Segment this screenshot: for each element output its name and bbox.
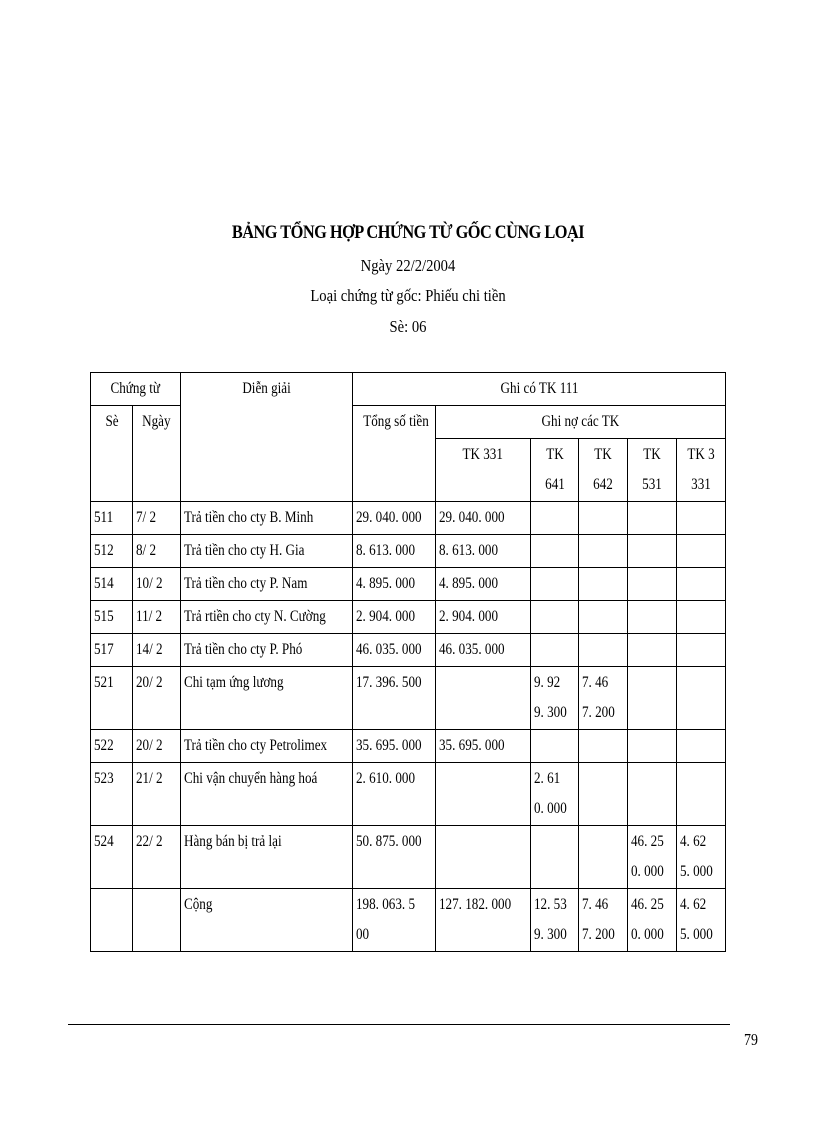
cell-so: 523: [91, 763, 133, 826]
cell-tk531: 46. 250. 000: [628, 826, 677, 889]
summary-table: [90, 372, 726, 952]
cell-tk642: [579, 535, 628, 568]
cell-dien-giai: Trả tiền cho cty B. Minh: [181, 502, 353, 535]
cell-tk531: [628, 535, 677, 568]
cell-dien-giai: Trả tiền cho cty P. Nam: [181, 568, 353, 601]
cell-tk331: 4. 895. 000: [436, 568, 531, 601]
cell-tk531: [628, 763, 677, 826]
cell-ngay: 8/ 2: [133, 535, 181, 568]
table-row: [91, 634, 726, 667]
cell-tong: 35. 695. 000: [353, 730, 436, 763]
cell-tk642: [579, 826, 628, 889]
cell-tk641: [531, 568, 579, 601]
cell-so: 521: [91, 667, 133, 730]
cell-so: [91, 889, 133, 952]
cell-tk331: [436, 763, 531, 826]
cell-tk642: [579, 502, 628, 535]
date-line: Ngày 22/2/2004: [360, 256, 456, 275]
cell-tk3331: [677, 601, 726, 634]
total-tk531: 46. 250. 000: [628, 889, 677, 952]
cell-tk642: [579, 763, 628, 826]
cell-tk531: [628, 568, 677, 601]
cell-ngay: 21/ 2: [133, 763, 181, 826]
cell-tk331: 46. 035. 000: [436, 634, 531, 667]
cell-ngay: 10/ 2: [133, 568, 181, 601]
header-so: Sè: [91, 406, 133, 502]
cell-tong: 46. 035. 000: [353, 634, 436, 667]
cell-tk642: [579, 601, 628, 634]
cell-tk641: 2. 610. 000: [531, 763, 579, 826]
cell-ngay: 20/ 2: [133, 667, 181, 730]
cell-so: 511: [91, 502, 133, 535]
header-chung-tu: Chứng từ: [91, 373, 181, 406]
table-row: [91, 730, 726, 763]
cell-ngay: 11/ 2: [133, 601, 181, 634]
header-tk331: TK 331: [436, 439, 531, 502]
header-dien-giai: Diễn giải: [181, 373, 353, 502]
total-tk642: 7. 467. 200: [579, 889, 628, 952]
cell-ngay: 22/ 2: [133, 826, 181, 889]
cell-dien-giai: Chi tạm ứng lương: [181, 667, 353, 730]
cell-tong: 2. 610. 000: [353, 763, 436, 826]
total-tk3331: 4. 625. 000: [677, 889, 726, 952]
cell-tk641: [531, 826, 579, 889]
cell-tk641: [531, 601, 579, 634]
cell-tk642: [579, 730, 628, 763]
document-number-line: Sè: 06: [389, 317, 427, 336]
cell-ngay: 14/ 2: [133, 634, 181, 667]
cell-so: 512: [91, 535, 133, 568]
cell-tk331: [436, 667, 531, 730]
header-tk641: TK 641: [531, 439, 579, 502]
cell-tk641: 9. 929. 300: [531, 667, 579, 730]
cell-tk641: [531, 634, 579, 667]
page-number: 79: [744, 1030, 758, 1049]
cell-ngay: 20/ 2: [133, 730, 181, 763]
cell-tk531: [628, 502, 677, 535]
cell-so: 522: [91, 730, 133, 763]
cell-tk642: [579, 568, 628, 601]
total-label: Cộng: [181, 889, 353, 952]
cell-tk331: [436, 826, 531, 889]
cell-tk641: [531, 502, 579, 535]
header-ngay: Ngày: [133, 406, 181, 502]
table-row: [91, 535, 726, 568]
cell-tk531: [628, 634, 677, 667]
cell-tong: 4. 895. 000: [353, 568, 436, 601]
cell-tk3331: 4. 625. 000: [677, 826, 726, 889]
cell-tk3331: [677, 535, 726, 568]
table-row: [91, 502, 726, 535]
cell-tk331: 35. 695. 000: [436, 730, 531, 763]
total-tong: 198. 063. 500: [353, 889, 436, 952]
total-row: [91, 889, 726, 952]
cell-tk3331: [677, 568, 726, 601]
cell-ngay: 7/ 2: [133, 502, 181, 535]
cell-tk642: [579, 634, 628, 667]
cell-dien-giai: Chi vận chuyển hàng hoá: [181, 763, 353, 826]
table-row: [91, 763, 726, 826]
header-tk642: TK 642: [579, 439, 628, 502]
table-row: [91, 826, 726, 889]
cell-tk531: [628, 730, 677, 763]
cell-tong: 17. 396. 500: [353, 667, 436, 730]
cell-so: 514: [91, 568, 133, 601]
cell-dien-giai: Trả tiền cho cty Petrolimex: [181, 730, 353, 763]
header-tk531: TK 531: [628, 439, 677, 502]
total-tk331: 127. 182. 000: [436, 889, 531, 952]
cell-tong: 29. 040. 000: [353, 502, 436, 535]
cell-tk531: [628, 601, 677, 634]
header-tk3331: TK 3331: [677, 439, 726, 502]
header-ghi-co: Ghi có TK 111: [353, 373, 726, 406]
document-type-line: Loại chứng từ gốc: Phiếu chi tiền: [310, 286, 506, 305]
cell-tk331: 29. 040. 000: [436, 502, 531, 535]
document-title: BẢNG TỔNG HỢP CHỨNG TỪ GỐC CÙNG LOẠI: [231, 222, 585, 243]
cell-tk641: [531, 535, 579, 568]
cell-tk3331: [677, 667, 726, 730]
header-ghi-no: Ghi nợ các TK: [436, 406, 726, 439]
cell-tk3331: [677, 634, 726, 667]
table-row: [91, 568, 726, 601]
cell-tong: 2. 904. 000: [353, 601, 436, 634]
cell-tk331: 8. 613. 000: [436, 535, 531, 568]
cell-so: 517: [91, 634, 133, 667]
cell-tk331: 2. 904. 000: [436, 601, 531, 634]
cell-dien-giai: Hàng bán bị trả lại: [181, 826, 353, 889]
header-tong-so-tien: Tổng số tiền: [353, 406, 436, 502]
cell-tk3331: [677, 502, 726, 535]
cell-dien-giai: Trả tiền cho cty P. Phó: [181, 634, 353, 667]
cell-tk642: 7. 467. 200: [579, 667, 628, 730]
cell-ngay: [133, 889, 181, 952]
cell-dien-giai: Trả rtiền cho cty N. Cường: [181, 601, 353, 634]
cell-tong: 50. 875. 000: [353, 826, 436, 889]
table-row: [91, 667, 726, 730]
cell-tong: 8. 613. 000: [353, 535, 436, 568]
cell-so: 524: [91, 826, 133, 889]
cell-tk3331: [677, 730, 726, 763]
cell-tk3331: [677, 763, 726, 826]
cell-so: 515: [91, 601, 133, 634]
footer-rule: [68, 1024, 730, 1025]
cell-dien-giai: Trả tiền cho cty H. Gia: [181, 535, 353, 568]
table-row: [91, 601, 726, 634]
cell-tk641: [531, 730, 579, 763]
cell-tk531: [628, 667, 677, 730]
total-tk641: 12. 539. 300: [531, 889, 579, 952]
